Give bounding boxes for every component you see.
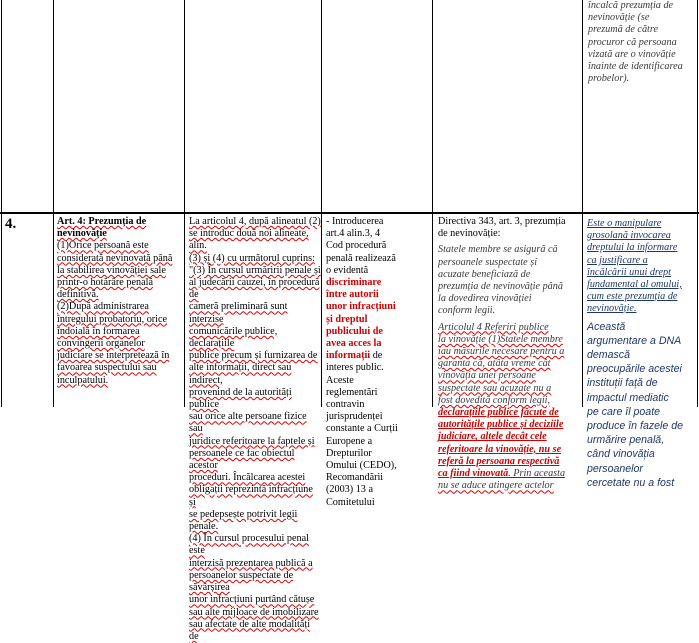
commentary-text: Este o manipulare grosolană invocarea dreptului la informare ca justificare a încălcării unui drept fundamental al omului, cum este prezumția de nevinovăție. Această argumentare a DNA demască preocupările acestei instituții față de impactul mediatic pe care îl poate produce în fazele de urmărire penală, când vinovăția persoanelor cercetate nu a fost: [587, 218, 696, 406]
critique-text: - Introducerea art.4 alin.3, 4 Cod procedură penală realizează o evidentă discriminare între autorii unor infracțiuni și dreptul publicului de avea acces la informații de interes public. Aceste reglementări contravin jurisprudenței constante a Curții Europene a Drepturilor Omului (CEDO), Recomandării (2003) 13 a Comitetului: [326, 216, 398, 508]
table-border-right: [697, 0, 698, 407]
row-number: 4.: [5, 216, 17, 232]
commentary-sans-block: Această argumentare a DNA demască preocupările acestei instituții față de impactul mediatic pe care îl poate produce în fazele de urmărire penală, când vinovăția persoanelor cercetate nu a fost: [587, 320, 684, 489]
eu-directive-text: Directiva 343, art. 3, prezumția de nevinovăție: Statele membre se asigură că persoanele suspectate și acuzate beneficiază de prezumția de nevinovăție până la dovedirea vinovăției conform legii. Articolul 4 Referiri publice la vinovăție (1)Statele membre iau măsurile necesare pentru a garanta că, atâta vreme cât vinovăția unei persoane suspectate sau acuzate nu a fost dovedită conform legii, declarațiile publice făcute de autoritățile publice și deciziile judiciare, altele decât cele referitoare la vinovăție, nu se referă la persoana respectivă ca fiind vinovată. Prin aceasta nu se aduce atingere actelor: [438, 216, 566, 492]
table-column-divider: [582, 0, 583, 407]
table-border-left: [1, 0, 2, 407]
table-column-divider: [321, 0, 322, 407]
current-law-text: Art. 4: Prezumția de nevinovăție (1)Orice persoană este considerată nevinovată până la stabilirea vinovăției sale printr-o hotărâre penală definitivă. (2)După administrarea întregului probatoriu, orice îndoială în formarea convingerii organelor judiciare se interpretează în favoarea suspectului sau inculpatului.: [57, 216, 173, 386]
table-column-divider: [432, 0, 433, 407]
top-row-commentary: încalcă prezumția de nevinovăție (se prezumă de către procuror că persoana vizată are o vinovăție înainte de identificarea probelor).: [588, 0, 683, 85]
row-divider: [0, 212, 699, 214]
table-column-divider: [53, 0, 54, 407]
table-column-divider: [184, 0, 185, 407]
proposed-amendment-text: La articolul 4, după alineatul (2) se introduc două noi alineate, alin. (3) și (4) cu următorul cuprins: "(3) În cursul urmăririi penale și al judecării cauzei, în procedură de cameră preliminară sunt interzise comunicările publice, declarațiile publice precum și furnizarea de alte informații, direct sau indirect, provenind de la autorități publice sau orice alte persoane fizice sau juridice referitoare la faptele și persoanele ce fac obiectul acestor proceduri. Încălcarea acestei obligații reprezintă infracțiune și se pedepsește potrivit legii penale. (4) În cursul procesului penal este interzisă prezentarea publică a persoanelor suspectate de săvârșirea unor infracțiuni purtând cătușe sau alte mijloace de imobilizare sau afectate de alte modalități de: [189, 216, 321, 642]
